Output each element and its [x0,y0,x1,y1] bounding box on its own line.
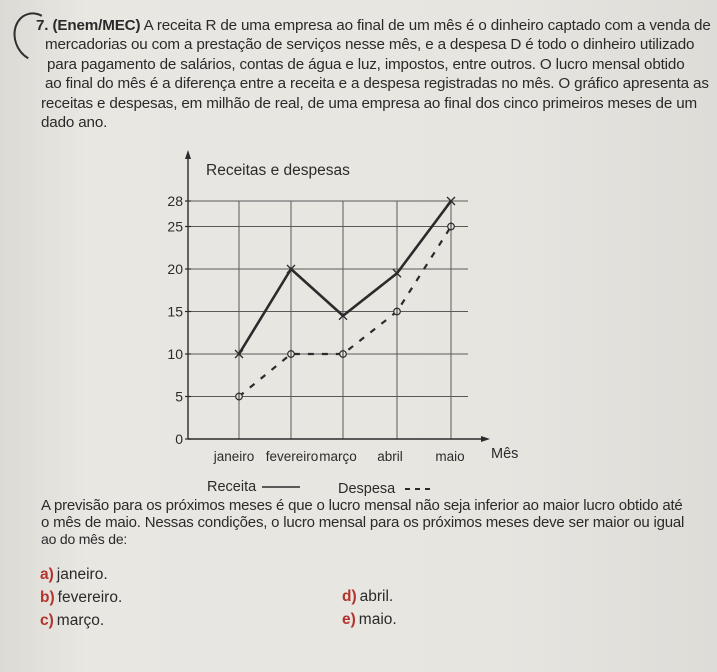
option-text: maio. [358,611,397,628]
statement-text [41,497,711,548]
receitas-despesas-chart [150,142,530,497]
question-line-text: A receita R de uma empresa ao final de um mês é o dinheiro captado com a venda de [143,17,711,34]
chart-grid [188,201,468,439]
y-axis-arrow [185,150,191,159]
y-tick-label: 5 [175,388,183,405]
option-d[interactable] [342,588,393,606]
option-letter: b) [40,589,55,606]
question-line-3: para pagamento de salários, contas de água e luz, impostos, entre outros. O lucro mensal obtido [47,55,685,73]
question-source: (Enem/MEC) [52,17,141,34]
legend-receita-label: Receita [207,479,257,495]
answer-options [40,558,640,638]
y-tick-label: 10 [167,346,183,362]
option-text: janeiro. [56,566,108,583]
option-letter: c) [40,612,54,629]
option-text: março. [56,612,105,629]
question-text [36,16,711,132]
question-line-5: receitas e despesas, em milhão de real, de uma empresa ao final dos cinco primeiros meses de um [41,94,698,112]
chart-legend [207,479,433,497]
y-tick-label: 28 [167,193,183,209]
chart-series [235,197,455,401]
question-number: 7. [36,17,49,34]
option-b[interactable] [40,589,122,607]
statement-line-1: A previsão para os próximos meses é que o lucro mensal não seja inferior ao maior lucro obtido até [41,497,683,514]
legend-despesa-label: Despesa [338,481,396,497]
y-tick-label: 0 [175,431,183,447]
option-text: fevereiro. [57,589,123,606]
option-c[interactable] [40,612,104,630]
x-tick-label: março [319,449,357,464]
option-letter: a) [40,566,54,583]
x-tick-label: fevereiro [265,449,319,464]
x-tick-label: abril [377,449,403,464]
question-line-6: dado ano. [41,114,108,132]
x-axis-arrow [481,436,490,442]
chart-title: Receitas e despesas [206,162,350,179]
option-letter: e) [342,611,356,628]
x-tick-label: maio [435,449,465,464]
y-tick-label: 15 [167,303,183,320]
question-line-2: mercadorias ou com a prestação de serviços nesse mês, e a despesa D é todo o dinheiro utilizado [45,36,695,54]
y-tick-label: 20 [167,261,183,277]
x-axis-label: Mês [491,446,519,462]
option-text: abril. [359,588,394,605]
option-letter: d) [342,588,357,605]
question-line-1 [36,16,711,35]
statement-line-2: o mês de maio. Nessas condições, o lucro mensal para os próximos meses deve ser maior ou igual [41,514,685,531]
x-tick-label: janeiro [213,449,255,464]
statement-line-3: ao do mês de: [41,531,128,547]
question-line-4: ao final do mês é a diferença entre a receita e a despesa registradas no mês. O gráfico apresenta as [45,75,709,93]
y-tick-label: 25 [167,218,183,235]
chart-axes [185,150,490,442]
x-tick-labels [213,449,465,464]
option-a[interactable] [40,566,108,584]
option-e[interactable] [342,611,397,629]
